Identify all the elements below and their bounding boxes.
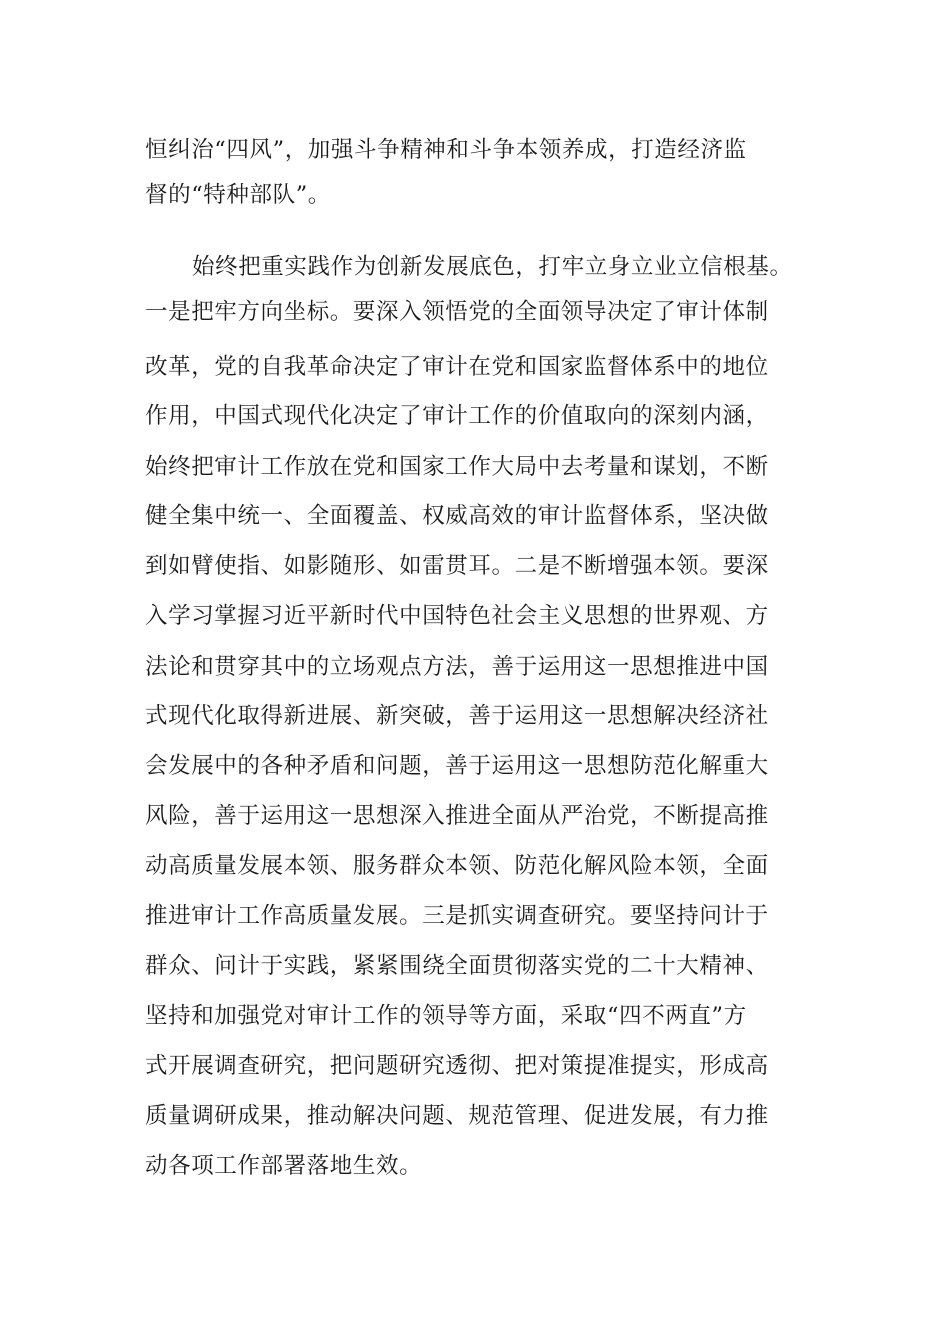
paragraph-2-line-8: 入学习掌握习近平新时代中国特色社会主义思想的世界观、方	[145, 603, 769, 629]
paragraph-1-line-1: 恒纠治“四风”，加强斗争精神和斗争本领养成，打造经济监	[145, 137, 747, 163]
paragraph-2-line-13: 动高质量发展本领、服务群众本领、防范化解风险本领，全面	[145, 853, 769, 879]
paragraph-2-line-14: 推进审计工作高质量发展。三是抓实调查研究。要坚持问计于	[145, 903, 769, 929]
paragraph-2-line-15: 群众、问计于实践，紧紧围绕全面贯彻落实党的二十大精神、	[145, 953, 769, 979]
paragraph-1-line-2: 督的“特种部队”。	[145, 182, 331, 208]
paragraph-2-line-1: 始终把重实践作为创新发展底色，打牢立身立业立信根基。	[192, 254, 793, 280]
paragraph-2-line-10: 式现代化取得新进展、新突破，善于运用这一思想解决经济社	[145, 703, 769, 729]
paragraph-2-line-5: 始终把审计工作放在党和国家工作大局中去考量和谋划，不断	[145, 454, 769, 480]
paragraph-2-line-19: 动各项工作部署落地生效。	[145, 1153, 423, 1179]
paragraph-2-line-18: 质量调研成果，推动解决问题、规范管理、促进发展，有力推	[145, 1103, 769, 1129]
paragraph-2-line-9: 法论和贯穿其中的立场观点方法，善于运用这一思想推进中国	[145, 654, 769, 680]
paragraph-2-line-6: 健全集中统一、全面覆盖、权威高效的审计监督体系，坚决做	[145, 503, 769, 529]
paragraph-2-line-7: 到如臂使指、如影随形、如雷贯耳。二是不断增强本领。要深	[145, 553, 769, 579]
paragraph-2-line-16: 坚持和加强党对审计工作的领导等方面，采取“四不两直”方	[145, 1003, 747, 1029]
paragraph-2-line-17: 式开展调查研究，把问题研究透彻、把对策提准提实，形成高	[145, 1053, 769, 1079]
paragraph-2-line-11: 会发展中的各种矛盾和问题，善于运用这一思想防范化解重大	[145, 753, 769, 779]
paragraph-2-line-12: 风险，善于运用这一思想深入推进全面从严治党，不断提高推	[145, 803, 769, 829]
paragraph-2-line-4: 作用，中国式现代化决定了审计工作的价值取向的深刻内涵，	[145, 403, 769, 429]
paragraph-2-line-2: 一是把牢方向坐标。要深入领悟党的全面领导决定了审计体制	[145, 299, 769, 325]
paragraph-2-line-3: 改革，党的自我革命决定了审计在党和国家监督体系中的地位	[145, 354, 769, 380]
